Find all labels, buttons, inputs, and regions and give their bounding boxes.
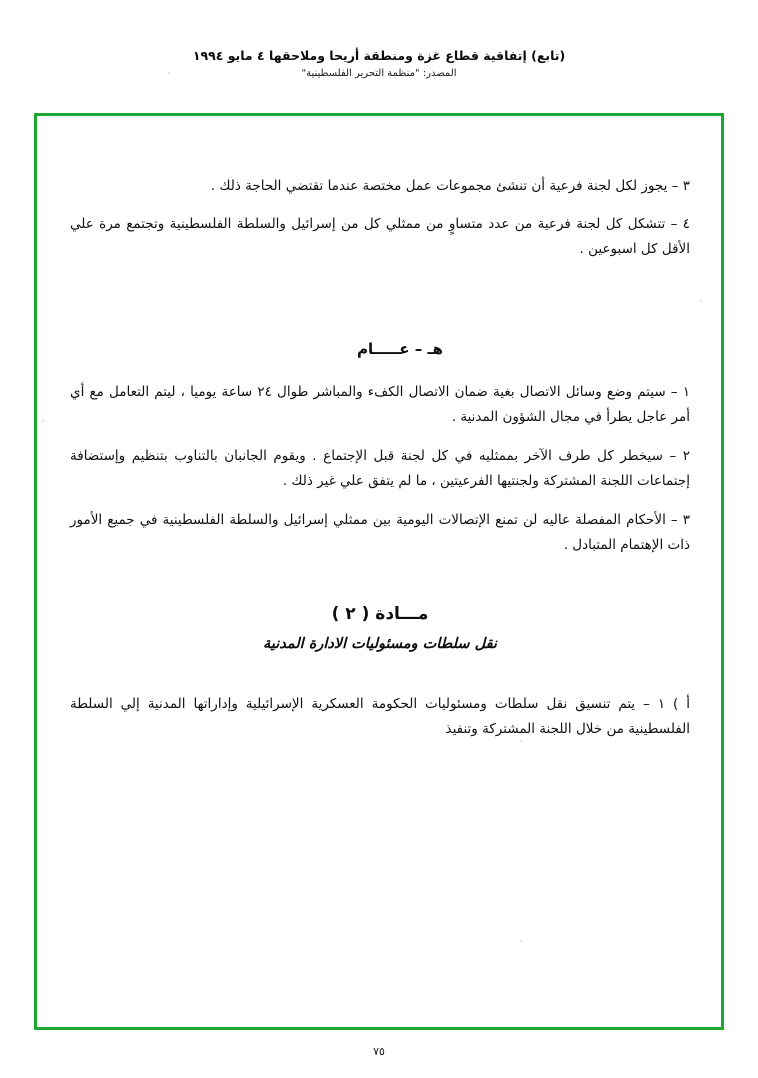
article-title: مـــادة ( ٢ ) [331,604,429,625]
page-header [0,48,758,79]
article-subtitle: نقل سلطات ومسئوليات الادارة المدنية [263,636,497,653]
document-body [70,160,690,756]
header-title: (تابع) إتفاقية قطاع غزة ومنطقة أريحا وملاحقها ٤ مايو ١٩٩٤ [192,48,566,63]
clause-item: ٢ – سيخطر كل طرف الآخر بممثليه في كل لجنة قبل الإجتماع . ويقوم الجانبان بالتناوب بتنظيم وإستضافة إجتماعات اللجنة المشتركة ولجنتيها الفرعيتين ، ما لم يتفق علي غير ذلك . [70,448,690,490]
article-body [70,692,690,742]
clause-item: ٤ – تتشكل كل لجنة فرعية من عدد متساوٍ من ممثلي كل من إسرائيل والسلطة الفلسطينية وتجتمع مرة علي الأقل كل اسبوعين . [70,216,690,258]
spacer [70,276,690,310]
clause-item: ١ – سيتم وضع وسائل الاتصال بغية ضمان الاتصال الكفء والمباشر طوال ٢٤ ساعة يوميا ، ليتم التعامل مع أي أمر عاجل يطرأ في مجال الشؤون المدنية . [70,384,691,426]
header-source: المصدر: "منظمة التحرير الفلسطينية" [301,68,457,79]
clause-item: ٣ – الأحكام المفصلة عاليه لن تمنع الإتصالات اليومية بين ممثلي إسرائيل والسلطة الفلسطينية في جميع الأمور ذات الإهتمام المتبادل . [70,512,690,554]
page-number: ٧٥ [373,1045,385,1058]
page-footer [0,1045,758,1058]
clause-item: ٣ – يجوز لكل لجنة فرعية أن تنشئ مجموعات عمل مختصة عندما تقتضي الحاجة ذلك . [210,177,690,194]
section-heading: هـ – عـــــام [357,340,443,359]
clause-item: أ ) ١ – يتم تنسيق نقل سلطات ومسئوليات الحكومة العسكرية الإسرائيلية وإداراتها المدنية إلي السلطة الفلسطينية من خلال اللجنة المشتركة وتنفيذ [70,696,690,738]
